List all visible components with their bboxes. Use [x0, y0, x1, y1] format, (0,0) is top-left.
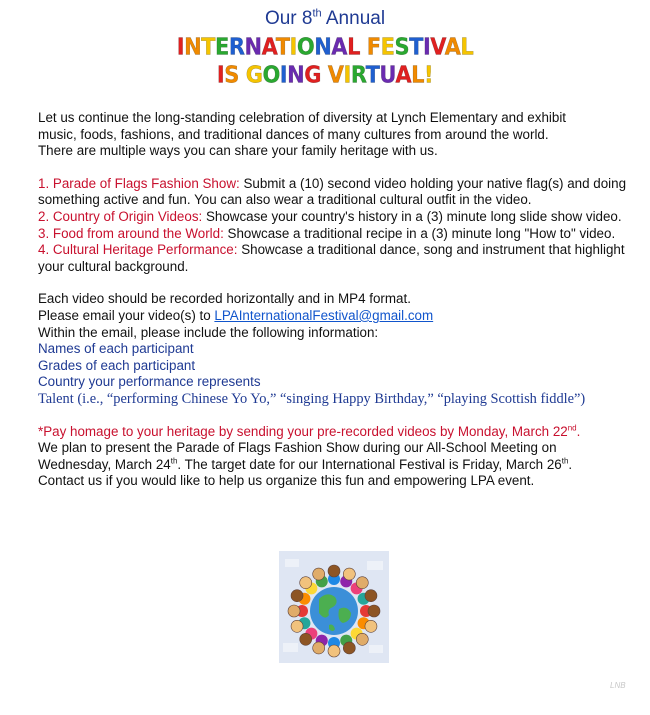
info-item: Names of each participant [38, 341, 194, 357]
footer-initials: LNB [610, 681, 626, 690]
option-item: 3. Food from around the World: Showcase a traditional recipe in a (3) minute long "How to" video. [38, 225, 616, 241]
plan-line: Wednesday, March 24th. The target date for our International Festival is Friday, March 26th. [38, 456, 573, 472]
children-around-globe-icon [279, 551, 389, 663]
intro-line: Let us continue the long-standing celebration of diversity at Lynch Elementary and exhibit [38, 110, 567, 125]
option-item: 4. Cultural Heritage Performance: Showcase a traditional dance, song and instrument that highlight your cultural background. [38, 242, 625, 274]
plan-line: Contact us if you would like to help us organize this fun and empowering LPA event. [38, 473, 535, 489]
instruction-line: Each video should be recorded horizontally and in MP4 format. [38, 291, 411, 307]
intro-line: There are multiple ways you can share your family heritage with us. [38, 143, 438, 159]
email-link[interactable]: LPAInternationalFestival@gmail.com [214, 307, 434, 323]
flyer-body [38, 110, 628, 490]
option-item: 2. Country of Origin Videos: Showcase your country's history in a (3) minute long slide show video. [38, 208, 622, 224]
header-line-3: IS GOING VIRTUAL! [216, 62, 434, 88]
plan-line: We plan to present the Parade of Flags Fashion Show during our All-School Meeting on [38, 440, 557, 456]
info-item-talent: Talent (i.e., “performing Chinese Yo Yo,” “singing Happy Birthday,” “playing Scottish fiddle”) [38, 390, 586, 407]
option-item: 1. Parade of Flags Fashion Show: Submit a (10) second video holding your native flag(s) and doing something active and fun. You can also wear a traditional cultural outfit in the video. [38, 175, 627, 208]
deadline-line: *Pay homage to your heritage by sending your pre-recorded videos by Monday, March 22nd. [38, 423, 581, 439]
instruction-line: Please email your video(s) to LPAInternationalFestival@gmail.com [38, 307, 434, 323]
info-item: Grades of each participant [38, 357, 196, 373]
instruction-line: Within the email, please include the following information: [38, 324, 379, 340]
header-line-1: Our 8th Annual [264, 7, 386, 29]
intro-line: music, foods, fashions, and traditional dances of many cultures from around the world. [38, 126, 549, 142]
info-item: Country your performance represents [38, 374, 261, 390]
header-line-2: INTERNATIONAL FESTIVAL [176, 34, 474, 60]
